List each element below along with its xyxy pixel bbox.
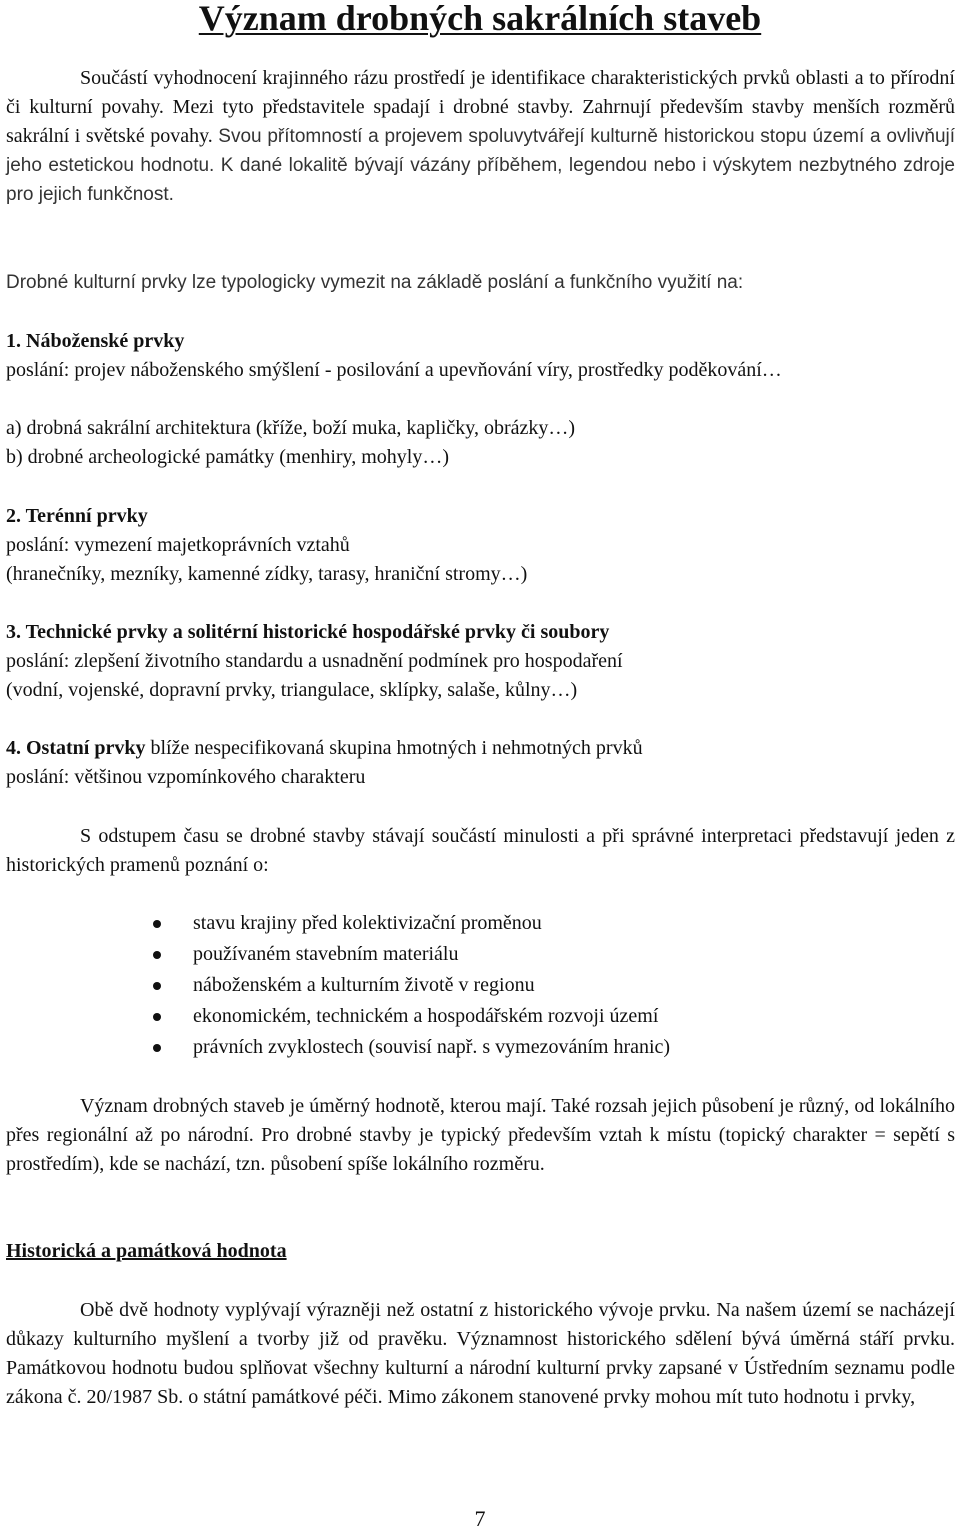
category-line: b) drobné archeologické památky (menhiry, mohyly…) xyxy=(6,446,450,468)
category-heading: 1. Náboženské prvky xyxy=(6,330,185,352)
category-line: a) drobná sakrální architektura (kříže, boží muka, kapličky, obrázky…) xyxy=(6,417,576,439)
intro-paragraph xyxy=(6,64,955,209)
bullet-icon xyxy=(153,951,161,959)
sources-intro: S odstupem času se drobné stavby stávají součástí minulosti a při správné interpretaci představují jeden z historických pramenů poznání o: xyxy=(6,825,955,876)
bullet-icon xyxy=(153,1013,161,1021)
category-line: (vodní, vojenské, dopravní prvky, triangulace, sklípky, salaše, kůlny…) xyxy=(6,679,578,701)
list-item: stavu krajiny před kolektivizační proměnou xyxy=(0,908,670,939)
bullet-icon xyxy=(153,1044,161,1052)
category-heading: 4. Ostatní prvky blíže nespecifikovaná skupina hmotných i nehmotných prvků xyxy=(6,737,643,759)
intro-sans-text: Svou přítomností a projevem spoluvytvářejí kulturně historickou stopu území a ovlivňují jeho estetickou hodnotu. K dané lokalitě bývají vázány příběhem, legendou nebo i výskytem nezbytného zdroje pro jejich funkčnost. xyxy=(6,126,956,205)
section-paragraph: Obě dvě hodnoty vyplývají výrazněji než ostatní z historického vývoje prvku. Na našem území se nacházejí důkazy kulturního myšlení a tvorby již od pravěku. Významnost historického sdělení bývá úměrná stáří prvku. Památkovou hodnotu budou splňovat všechny kulturní a národní kulturní prvky zapsané v Ústředním seznamu podle zákona č. 20/1987 Sb. o státní památkové péči. Mimo zákonem stanovené prvky mohou mít tuto hodnotu i prvky, xyxy=(6,1299,955,1408)
category-line: poslání: vymezení majetkoprávních vztahů xyxy=(6,534,350,556)
section-heading: Historická a památková hodnota xyxy=(6,1240,287,1262)
page-title: Význam drobných sakrálních staveb xyxy=(198,0,762,38)
category-line: poslání: většinou vzpomínkového charakteru xyxy=(6,766,366,788)
category-heading: 2. Terénní prvky xyxy=(6,505,148,527)
bullet-icon xyxy=(153,982,161,990)
list-item: právních zvyklostech (souvisí např. s vymezováním hranic) xyxy=(0,1032,670,1063)
category-line: poslání: projev náboženského smýšlení - posilování a upevňování víry, prostředky poděkování… xyxy=(6,359,782,381)
intro-serif-text: Součástí vyhodnocení krajinného rázu prostředí je identifikace charakteristických prvků oblasti a to přírodní či kulturní povahy. Mezi tyto představitele spadají i drobné stavby. Zahrnují především stavby menších rozměrů sakrální i světské povahy. xyxy=(6,67,955,147)
significance-paragraph: Význam drobných staveb je úměrný hodnotě, kterou mají. Také rozsah jejich působení je různý, od lokálního přes regionální až po národní. Pro drobné stavby je typický především vztah k místu (topický charakter = sepětí s prostředím), kde se nachází, tzn. působení spíše lokálního rozměru. xyxy=(6,1095,955,1175)
list-item: používaném stavebním materiálu xyxy=(0,939,670,970)
category-line: (hranečníky, mezníky, kamenné zídky, tarasy, hraniční stromy…) xyxy=(6,563,528,585)
list-item: náboženském a kulturním životě v regionu xyxy=(0,970,670,1001)
typology-intro: Drobné kulturní prvky lze typologicky vymezit na základě poslání a funkčního využití na: xyxy=(6,272,744,293)
category-heading: 3. Technické prvky a solitérní historické hospodářské prvky či soubory xyxy=(6,621,610,643)
list-item: ekonomickém, technickém a hospodářském rozvoji území xyxy=(0,1001,670,1032)
bullet-list xyxy=(0,908,670,1063)
page-number: 7 xyxy=(474,1506,486,1531)
bullet-icon xyxy=(153,920,161,928)
category-line: poslání: zlepšení životního standardu a usnadnění podmínek pro hospodaření xyxy=(6,650,623,672)
